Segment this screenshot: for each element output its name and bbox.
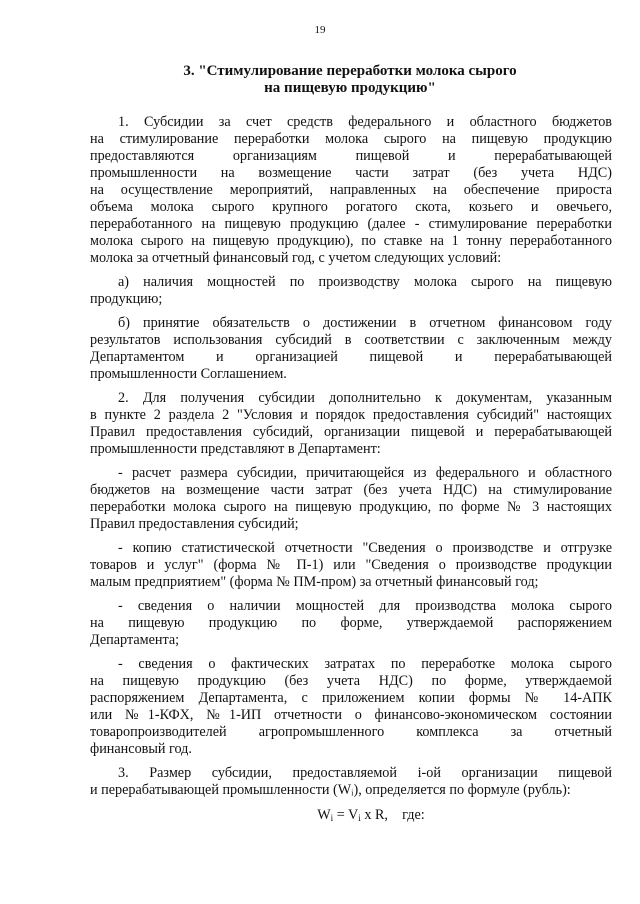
paragraph-line: промышленности представляют в Департамент: xyxy=(90,441,381,457)
paragraph-line: переработки молока сырого на пищевую продукцию, по форме № 3 настоящих xyxy=(90,499,612,515)
paragraph-line: объема молока сырого крупного рогатого скота, козьего и овечьего, xyxy=(90,199,612,215)
paragraph-line: а) наличия мощностей по производству молока сырого на пищевую xyxy=(118,274,612,290)
formula-equals-v: = V xyxy=(333,807,359,823)
formula-w-subscript: i xyxy=(330,813,334,823)
formula-tail: x R, где: xyxy=(360,807,425,823)
formula-w: W xyxy=(317,807,331,823)
paragraph-line: бюджетов на возмещение части затрат (без учета НДС) на стимулирование xyxy=(90,482,612,498)
paragraph-line: малым предприятием" (форма № ПМ-пром) за отчетный финансовый год; xyxy=(90,574,539,590)
paragraph xyxy=(90,465,612,533)
paragraph-line: или №1-КФХ, №1-ИП отчетности о финансово-экономическом состоянии xyxy=(90,707,612,723)
paragraph-line: на пищевую продукцию по форме, утверждаемой распоряжением xyxy=(90,615,612,631)
paragraph-line: финансовый год. xyxy=(90,741,192,757)
paragraph-line: молока сырого на пищевую продукцию), по ставке на 1 тонну переработанного xyxy=(90,233,612,249)
paragraph-line: Департамента; xyxy=(90,632,180,648)
paragraph xyxy=(90,598,612,649)
paragraph-line: на осуществление мероприятий, направленных на обеспечение прироста xyxy=(90,182,612,198)
paragraph xyxy=(90,274,612,308)
paragraph-line: в пункте 2 раздела 2 "Условия и порядок предоставления субсидий" настоящих xyxy=(90,407,612,423)
paragraph-line: 2. Для получения субсидии дополнительно к документам, указанным xyxy=(118,390,612,406)
document-body xyxy=(90,114,612,827)
paragraph-line: б) принятие обязательств о достижении в отчетном финансовом году xyxy=(118,315,612,331)
paragraph-line: переработанного на пищевую продукцию (далее - стимулирование переработки xyxy=(90,216,612,232)
paragraph-line: Правил предоставления субсидий; xyxy=(90,516,299,532)
paragraph-line: товаров и услуг" (форма № П-1) или "Сведения о производстве продукции xyxy=(90,557,612,573)
paragraph xyxy=(90,656,612,758)
paragraph-line: продукцию; xyxy=(90,291,163,307)
paragraph-line: и перерабатывающей промышленности (Wᵢ), определяется по формуле (рубль): xyxy=(90,782,571,798)
paragraph-line: на стимулирование переработки молока сырого на пищевую продукцию xyxy=(90,131,612,147)
paragraph-line: на пищевую продукцию (без учета НДС) по форме, утверждаемой xyxy=(90,673,612,689)
paragraph xyxy=(90,765,612,799)
paragraph-line: - сведения о наличии мощностей для производства молока сырого xyxy=(118,598,612,614)
paragraph xyxy=(90,390,612,458)
section-title xyxy=(90,63,610,97)
section-title-line-1: 3. "Стимулирование переработки молока сырого xyxy=(183,63,517,79)
paragraph-line: товаропроизводителей агропромышленного комплекса за отчетный xyxy=(90,724,612,740)
paragraph-line: Правил предоставления субсидий, организации пищевой и перерабатывающей xyxy=(90,424,612,440)
paragraph-line: - копию статистической отчетности "Сведения о производстве и отгрузке xyxy=(118,540,612,556)
paragraph-line: предоставляются организациям пищевой и перерабатывающей xyxy=(90,148,612,164)
formula-v-subscript: i xyxy=(358,813,361,823)
paragraph-line: 1. Субсидии за счет средств федерального и областного бюджетов xyxy=(118,114,612,130)
page-number: 19 xyxy=(314,24,326,36)
paragraph-line: распоряжением Департамента, с приложением копии формы № 14-АПК xyxy=(90,690,612,706)
paragraph-line: 3. Размер субсидии, предоставляемой i-ой организации пищевой xyxy=(118,765,612,781)
paragraph-line: промышленности Соглашением. xyxy=(90,366,287,382)
paragraph-line: молока за отчетный финансовый год, с учетом следующих условий: xyxy=(90,250,502,266)
paragraph-line: промышленности на возмещение части затрат (без учета НДС) xyxy=(90,165,612,181)
formula xyxy=(90,807,612,827)
paragraph-line: - расчет размера субсидии, причитающейся из федерального и областного xyxy=(118,465,612,481)
paragraph xyxy=(90,114,612,267)
paragraph-line: - сведения о фактических затратах по переработке молока сырого xyxy=(118,656,612,672)
paragraph-line: результатов использования субсидий в соответствии с заключенным между xyxy=(90,332,612,348)
section-title-line-2: на пищевую продукцию" xyxy=(264,80,436,96)
paragraph xyxy=(90,540,612,591)
paragraph-line: Департаментом и организацией пищевой и перерабатывающей xyxy=(90,349,612,365)
paragraph xyxy=(90,315,612,383)
